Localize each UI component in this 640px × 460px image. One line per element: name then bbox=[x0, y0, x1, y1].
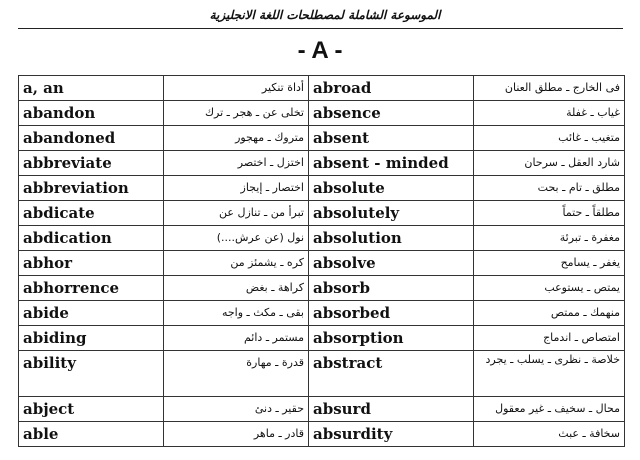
term-arabic: تخلى عن ـ هجر ـ ترك bbox=[164, 101, 309, 126]
term-english: abandoned bbox=[19, 126, 164, 151]
term-arabic: متغيب ـ غائب bbox=[474, 126, 625, 151]
term-english: abandon bbox=[19, 101, 164, 126]
term-english: absent bbox=[309, 126, 474, 151]
glossary-table-body bbox=[19, 76, 625, 447]
section-letter-heading: - A - bbox=[297, 37, 343, 64]
term-english: abdicate bbox=[19, 201, 164, 226]
term-english: abstract bbox=[309, 351, 474, 397]
term-arabic: يغفر ـ يسامح bbox=[474, 251, 625, 276]
table-row bbox=[19, 276, 625, 301]
term-arabic: تبرأ من ـ تنازل عن bbox=[164, 201, 309, 226]
term-arabic: حقير ـ دنئ bbox=[164, 397, 309, 422]
term-english: absorption bbox=[309, 326, 474, 351]
term-english: absolve bbox=[309, 251, 474, 276]
term-arabic: متروك ـ مهجور bbox=[164, 126, 309, 151]
term-english: abide bbox=[19, 301, 164, 326]
term-english: abbreviation bbox=[19, 176, 164, 201]
table-row bbox=[19, 101, 625, 126]
term-english: absorbed bbox=[309, 301, 474, 326]
table-row bbox=[19, 251, 625, 276]
table-row bbox=[19, 176, 625, 201]
term-arabic: خلاصة ـ نظرى ـ يسلب ـ يجرد bbox=[474, 351, 625, 397]
term-arabic: كره ـ يشمئز من bbox=[164, 251, 309, 276]
term-english: abbreviate bbox=[19, 151, 164, 176]
term-arabic: امتصاص ـ اندماج bbox=[474, 326, 625, 351]
table-row bbox=[19, 201, 625, 226]
term-arabic: شارد العقل ـ سرحان bbox=[474, 151, 625, 176]
table-row bbox=[19, 397, 625, 422]
term-arabic: نول (عن عرش....) bbox=[164, 226, 309, 251]
term-english: abdication bbox=[19, 226, 164, 251]
term-arabic: يمتص ـ يستوعب bbox=[474, 276, 625, 301]
term-english: absence bbox=[309, 101, 474, 126]
term-arabic: فى الخارج ـ مطلق العنان bbox=[474, 76, 625, 101]
term-arabic: كراهة ـ بغض bbox=[164, 276, 309, 301]
term-arabic: قادر ـ ماهر bbox=[164, 422, 309, 447]
term-english: abroad bbox=[309, 76, 474, 101]
header-divider bbox=[18, 28, 623, 29]
term-english: absent - minded bbox=[309, 151, 474, 176]
term-english: absurd bbox=[309, 397, 474, 422]
table-row bbox=[19, 326, 625, 351]
term-arabic: مستمر ـ دائم bbox=[164, 326, 309, 351]
term-english: absurdity bbox=[309, 422, 474, 447]
term-english: ability bbox=[19, 351, 164, 397]
term-english: absolute bbox=[309, 176, 474, 201]
term-arabic: سخافة ـ عبث bbox=[474, 422, 625, 447]
term-english: abiding bbox=[19, 326, 164, 351]
table-row bbox=[19, 351, 625, 397]
term-arabic: مطلق ـ تام ـ بحت bbox=[474, 176, 625, 201]
term-english: abhorrence bbox=[19, 276, 164, 301]
term-arabic: بقى ـ مكث ـ واجه bbox=[164, 301, 309, 326]
table-row bbox=[19, 301, 625, 326]
term-english: absolutely bbox=[309, 201, 474, 226]
term-english: absolution bbox=[309, 226, 474, 251]
table-row bbox=[19, 126, 625, 151]
page-header-title: الموسوعة الشاملة لمصطلحات اللغة الانجليزية bbox=[209, 8, 441, 22]
term-english: abject bbox=[19, 397, 164, 422]
term-arabic: غياب ـ غفلة bbox=[474, 101, 625, 126]
term-english: abhor bbox=[19, 251, 164, 276]
table-row bbox=[19, 151, 625, 176]
term-english: a, an bbox=[19, 76, 164, 101]
term-arabic: قدرة ـ مهارة bbox=[164, 351, 309, 397]
term-arabic: مطلقاً ـ حتماً bbox=[474, 201, 625, 226]
term-english: able bbox=[19, 422, 164, 447]
term-english: absorb bbox=[309, 276, 474, 301]
term-arabic: منهمك ـ ممتص bbox=[474, 301, 625, 326]
term-arabic: مغفرة ـ تبرئة bbox=[474, 226, 625, 251]
glossary-table bbox=[18, 75, 625, 447]
term-arabic: اختزل ـ اختصر bbox=[164, 151, 309, 176]
table-row bbox=[19, 422, 625, 447]
table-row bbox=[19, 226, 625, 251]
term-arabic: محال ـ سخيف ـ غير معقول bbox=[474, 397, 625, 422]
table-row bbox=[19, 76, 625, 101]
term-arabic: أداة تنكير bbox=[164, 76, 309, 101]
term-arabic: اختصار ـ إيجاز bbox=[164, 176, 309, 201]
